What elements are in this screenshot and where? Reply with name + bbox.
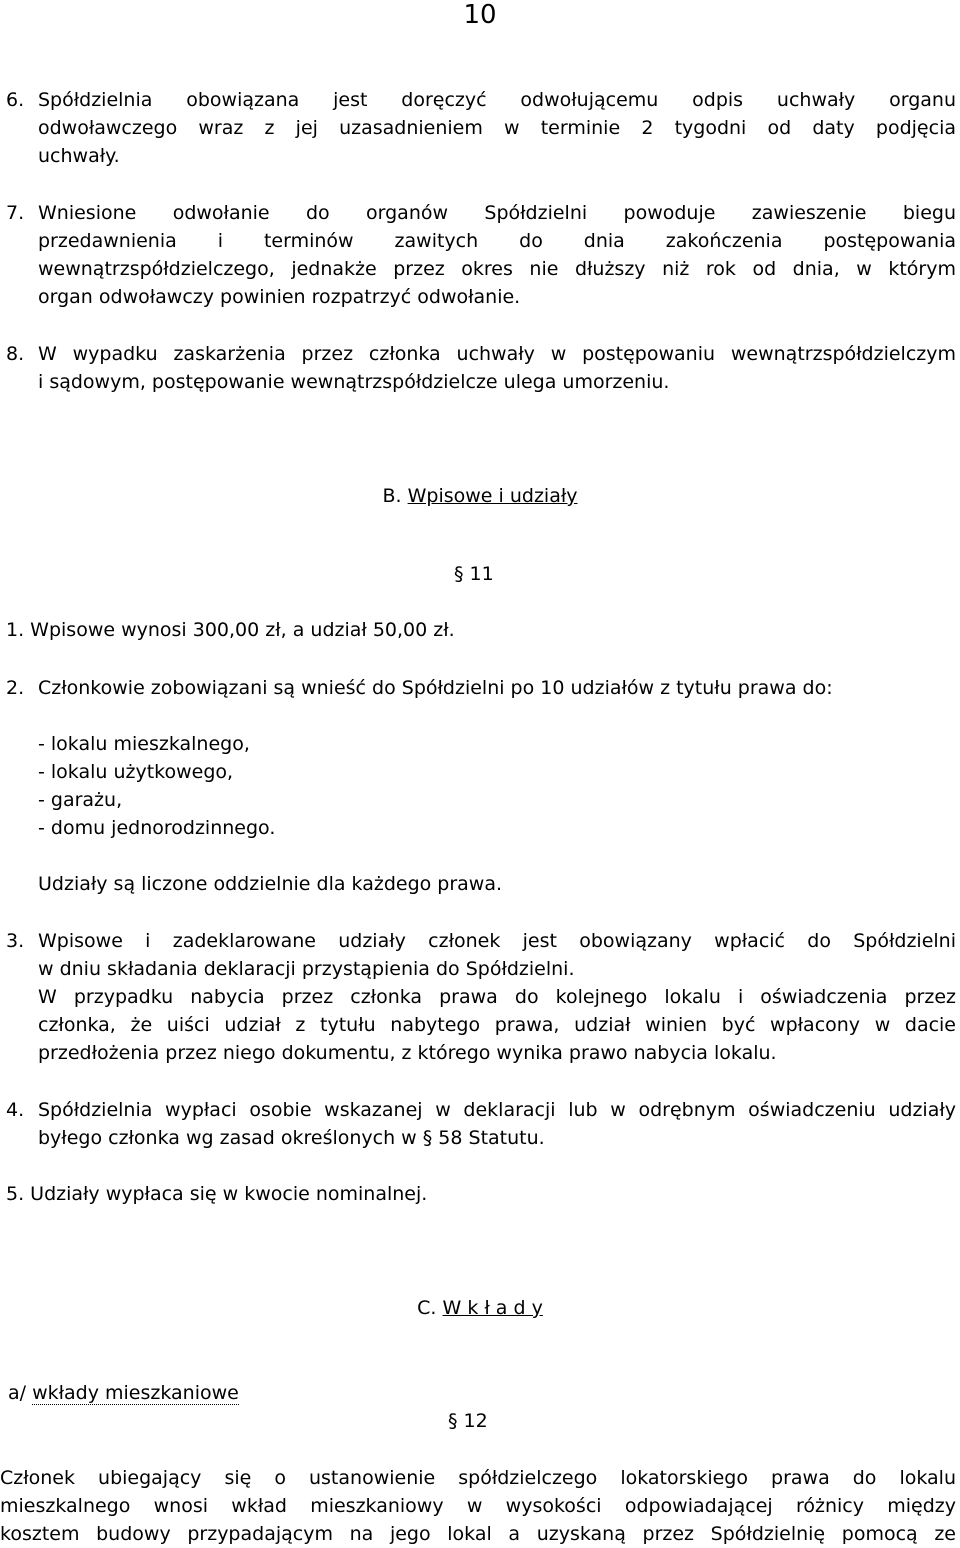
section-c-title: W k ł a d y — [442, 1297, 543, 1319]
section-b-prefix: B. — [382, 485, 402, 507]
item-8-line-2: i sądowym, postępowanie wewnątrzspółdzielcze ulega umorzeniu. — [38, 371, 670, 393]
item-7-line-2: przedawnienia i terminów zawitych do dnia zakończenia postępowania — [38, 230, 956, 252]
section-b-item-2-number: 2. — [6, 677, 25, 699]
item-7-line-4: organ odwoławczy powinien rozpatrzyć odwołanie. — [38, 286, 521, 308]
list-item-residential: - lokalu mieszkalnego, — [38, 733, 250, 755]
section-b-item-3-line-3: W przypadku nabycia przez członka prawa do kolejnego lokalu i oświadczenia przez — [38, 986, 956, 1008]
section-c-heading — [0, 1295, 960, 1321]
section-c-prefix: C. — [417, 1297, 437, 1319]
section-b-item-3-line-5: przedłożenia przez niego dokumentu, z którego wynika prawo nabycia lokalu. — [38, 1042, 777, 1064]
item-7-line-1: Wniesione odwołanie do organów Spółdzielni powoduje zawieszenie biegu — [38, 202, 956, 224]
subheading-a-title: wkłady mieszkaniowe — [32, 1382, 239, 1404]
item-6-line-1: Spółdzielnia obowiązana jest doręczyć odwołującemu odpis uchwały organu — [38, 89, 956, 111]
item-8-line-1: W wypadku zaskarżenia przez członka uchwały w postępowaniu wewnątrzspółdzielczym — [38, 343, 956, 365]
section-b-item-5: 5. Udziały wypłaca się w kwocie nominalnej. — [6, 1183, 428, 1205]
page-number: 10 — [463, 0, 497, 30]
item-6-number: 6. — [6, 89, 25, 111]
list-item-garage: - garażu, — [38, 789, 123, 811]
subheading-a — [8, 1380, 239, 1406]
item-6-line-3: uchwały. — [38, 145, 120, 167]
paragraph-11-mark: § 11 — [454, 563, 494, 585]
section-b-heading — [0, 483, 960, 509]
section-b-item-3-number: 3. — [6, 930, 25, 952]
item-7-number: 7. — [6, 202, 25, 224]
section-c-line-1: Członek ubiegający się o ustanowienie spółdzielczego lokatorskiego prawa do lokalu — [0, 1467, 956, 1489]
list-item-house: - domu jednorodzinnego. — [38, 817, 276, 839]
section-c-line-3: kosztem budowy przypadającym na jego lokal a uzyskaną przez Spółdzielnię pomocą ze — [0, 1523, 956, 1545]
paragraph-12-mark: § 12 — [448, 1410, 488, 1432]
item-8-number: 8. — [6, 343, 25, 365]
section-b-title: Wpisowe i udziały — [407, 485, 578, 507]
section-b-item-2-text: Członkowie zobowiązani są wnieść do Spółdzielni po 10 udziałów z tytułu prawa do: — [38, 677, 833, 699]
section-b-item-2-note: Udziały są liczone oddzielnie dla każdego prawa. — [38, 873, 503, 895]
section-b-item-3-line-4: członka, że uiści udział z tytułu nabytego prawa, udział winien być wpłacony w dacie — [38, 1014, 956, 1036]
section-b-item-1: 1. Wpisowe wynosi 300,00 zł, a udział 50,00 zł. — [6, 619, 455, 641]
section-b-item-3-line-2: w dniu składania deklaracji przystąpienia do Spółdzielni. — [38, 958, 575, 980]
item-6-line-2: odwoławczego wraz z jej uzasadnieniem w terminie 2 tygodni od daty podjęcia — [38, 117, 956, 139]
section-c-line-2: mieszkalnego wnosi wkład mieszkaniowy w wysokości odpowiadającej różnicy między — [0, 1495, 956, 1517]
section-b-item-4-line-1: Spółdzielnia wypłaci osobie wskazanej w deklaracji lub w odrębnym oświadczeniu udziały — [38, 1099, 956, 1121]
section-b-item-4-number: 4. — [6, 1099, 25, 1121]
list-item-commercial: - lokalu użytkowego, — [38, 761, 234, 783]
item-7-line-3: wewnątrzspółdzielczego, jednakże przez okres nie dłuższy niż rok od dnia, w którym — [38, 258, 956, 280]
section-b-item-3-line-1: Wpisowe i zadeklarowane udziały członek jest obowiązany wpłacić do Spółdzielni — [38, 930, 956, 952]
section-b-item-4-line-2: byłego członka wg zasad określonych w § 58 Statutu. — [38, 1127, 545, 1149]
subheading-a-prefix: a/ — [8, 1382, 27, 1404]
